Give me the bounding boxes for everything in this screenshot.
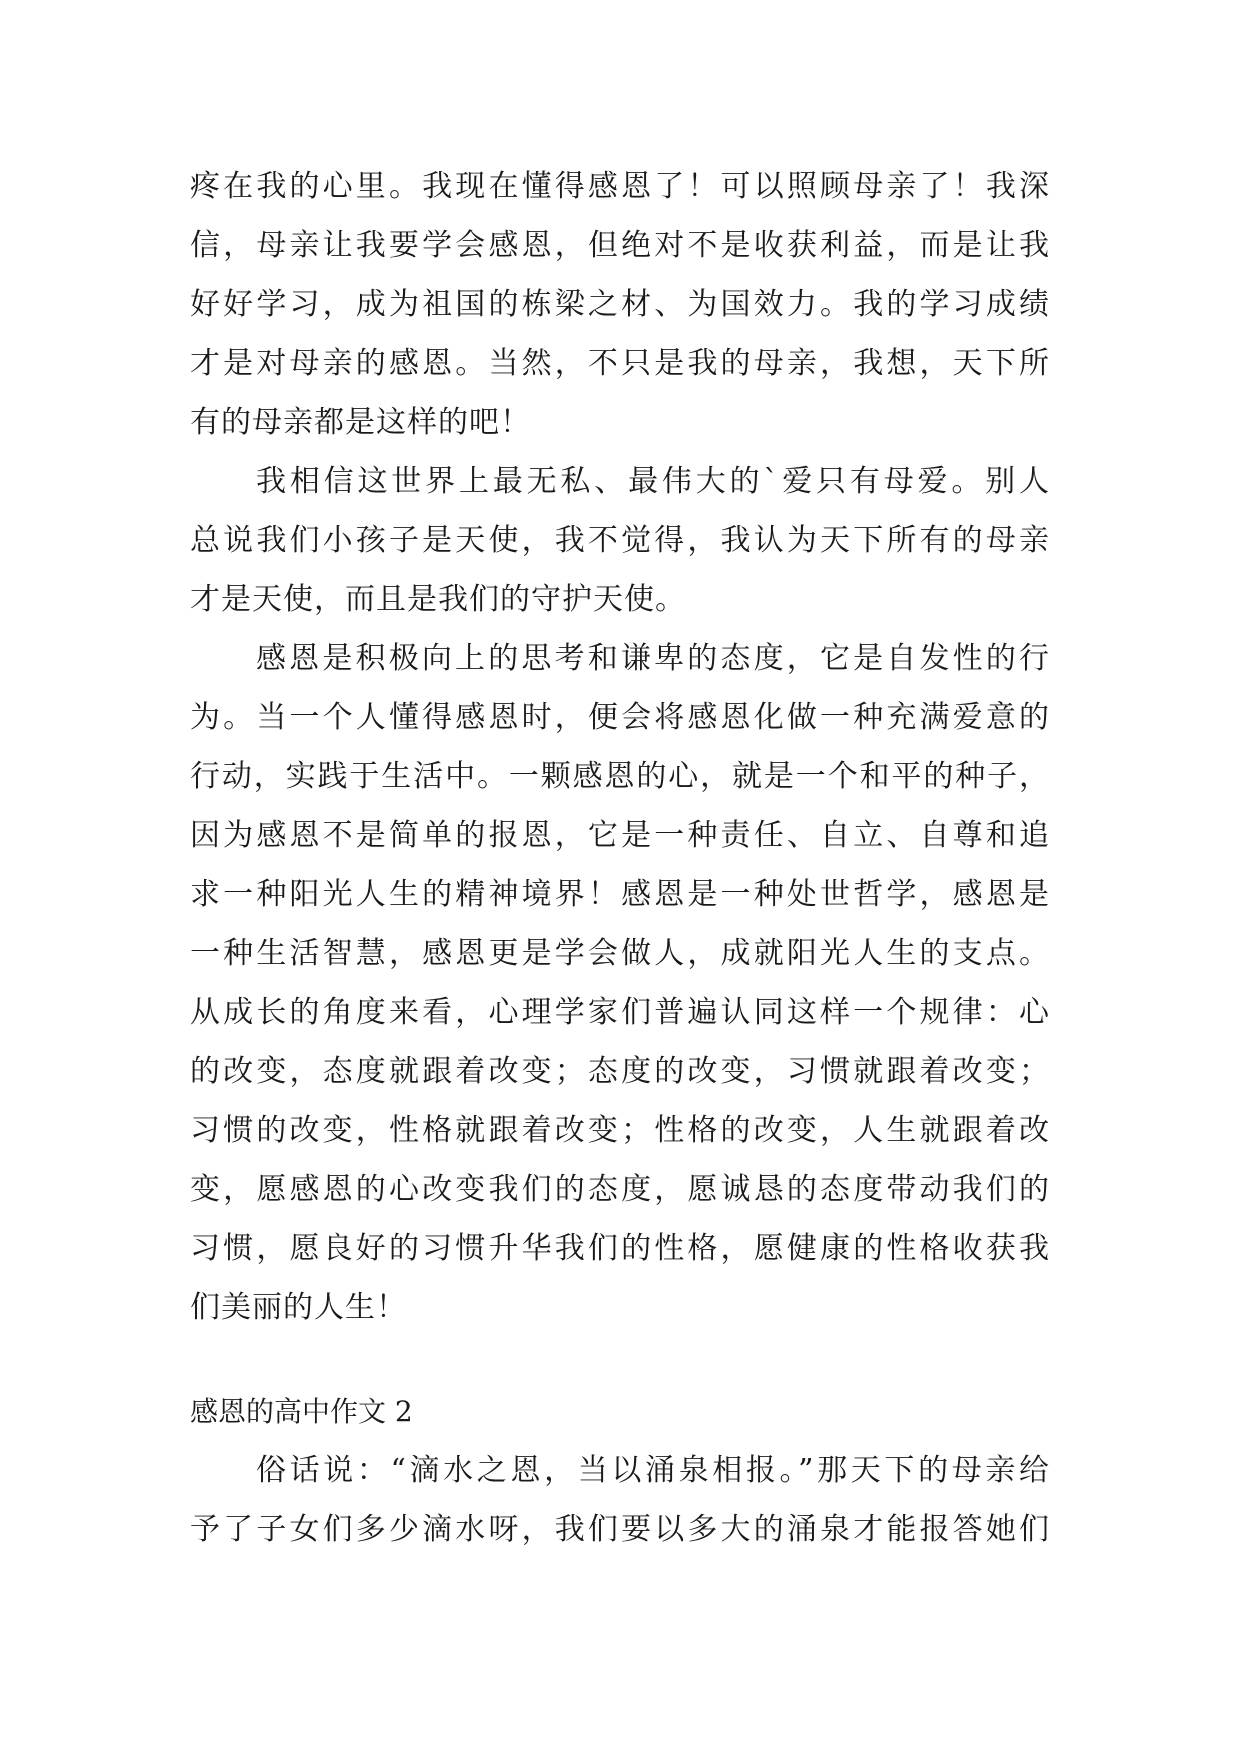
paragraph-3-line-6: 一种生活智慧，感恩更是学会做人，成就阳光人生的支点。 [190,936,1050,971]
paragraph-3-line-8: 的改变，态度就跟着改变；态度的改变，习惯就跟着改变； [190,1054,1050,1089]
paragraph-1-line-1: 疼在我的心里。我现在懂得感恩了！可以照顾母亲了！我深 [190,169,1050,204]
section-title: 感恩的高中作文 2 [190,1395,413,1428]
paragraph-3-line-7: 从成长的角度来看，心理学家们普遍认同这样一个规律：心 [190,995,1050,1030]
paragraph-1-line-5: 有的母亲都是这样的吧！ [190,405,531,440]
paragraph-2-line-1: 我相信这世界上最无私、最伟大的`爱只有母爱。别人 [256,464,1050,499]
paragraph-3-line-1: 感恩是积极向上的思考和谦卑的态度，它是自发性的行 [256,641,1050,676]
section-paragraph-line-1: 俗话说：“滴水之恩，当以涌泉相报。”那天下的母亲给 [256,1453,1050,1488]
paragraph-1-line-4: 才是对母亲的感恩。当然，不只是我的母亲，我想，天下所 [190,346,1050,381]
section-paragraph-line-2: 予了子女们多少滴水呀，我们要以多大的涌泉才能报答她们 [190,1512,1050,1547]
paragraph-3-line-3: 行动，实践于生活中。一颗感恩的心，就是一个和平的种子， [190,759,1050,794]
paragraph-1-line-3: 好好学习，成为祖国的栋梁之材、为国效力。我的学习成绩 [190,287,1050,322]
paragraph-3-line-2: 为。当一个人懂得感恩时，便会将感恩化做一种充满爱意的 [190,700,1050,735]
paragraph-3-line-12: 们美丽的人生！ [190,1290,407,1325]
paragraph-2-line-2: 总说我们小孩子是天使，我不觉得，我认为天下所有的母亲 [190,523,1050,558]
paragraph-3-line-5: 求一种阳光人生的精神境界！感恩是一种处世哲学，感恩是 [190,877,1050,912]
paragraph-2-line-3: 才是天使，而且是我们的守护天使。 [190,582,686,617]
paragraph-3-line-4: 因为感恩不是简单的报恩，它是一种责任、自立、自尊和追 [190,818,1050,853]
paragraph-3-line-11: 习惯，愿良好的习惯升华我们的性格，愿健康的性格收获我 [190,1231,1050,1266]
paragraph-1-line-2: 信，母亲让我要学会感恩，但绝对不是收获利益，而是让我 [190,228,1050,263]
paragraph-3-line-10: 变，愿感恩的心改变我们的态度，愿诚恳的态度带动我们的 [190,1172,1050,1207]
paragraph-3-line-9: 习惯的改变，性格就跟着改变；性格的改变，人生就跟着改 [190,1113,1050,1148]
